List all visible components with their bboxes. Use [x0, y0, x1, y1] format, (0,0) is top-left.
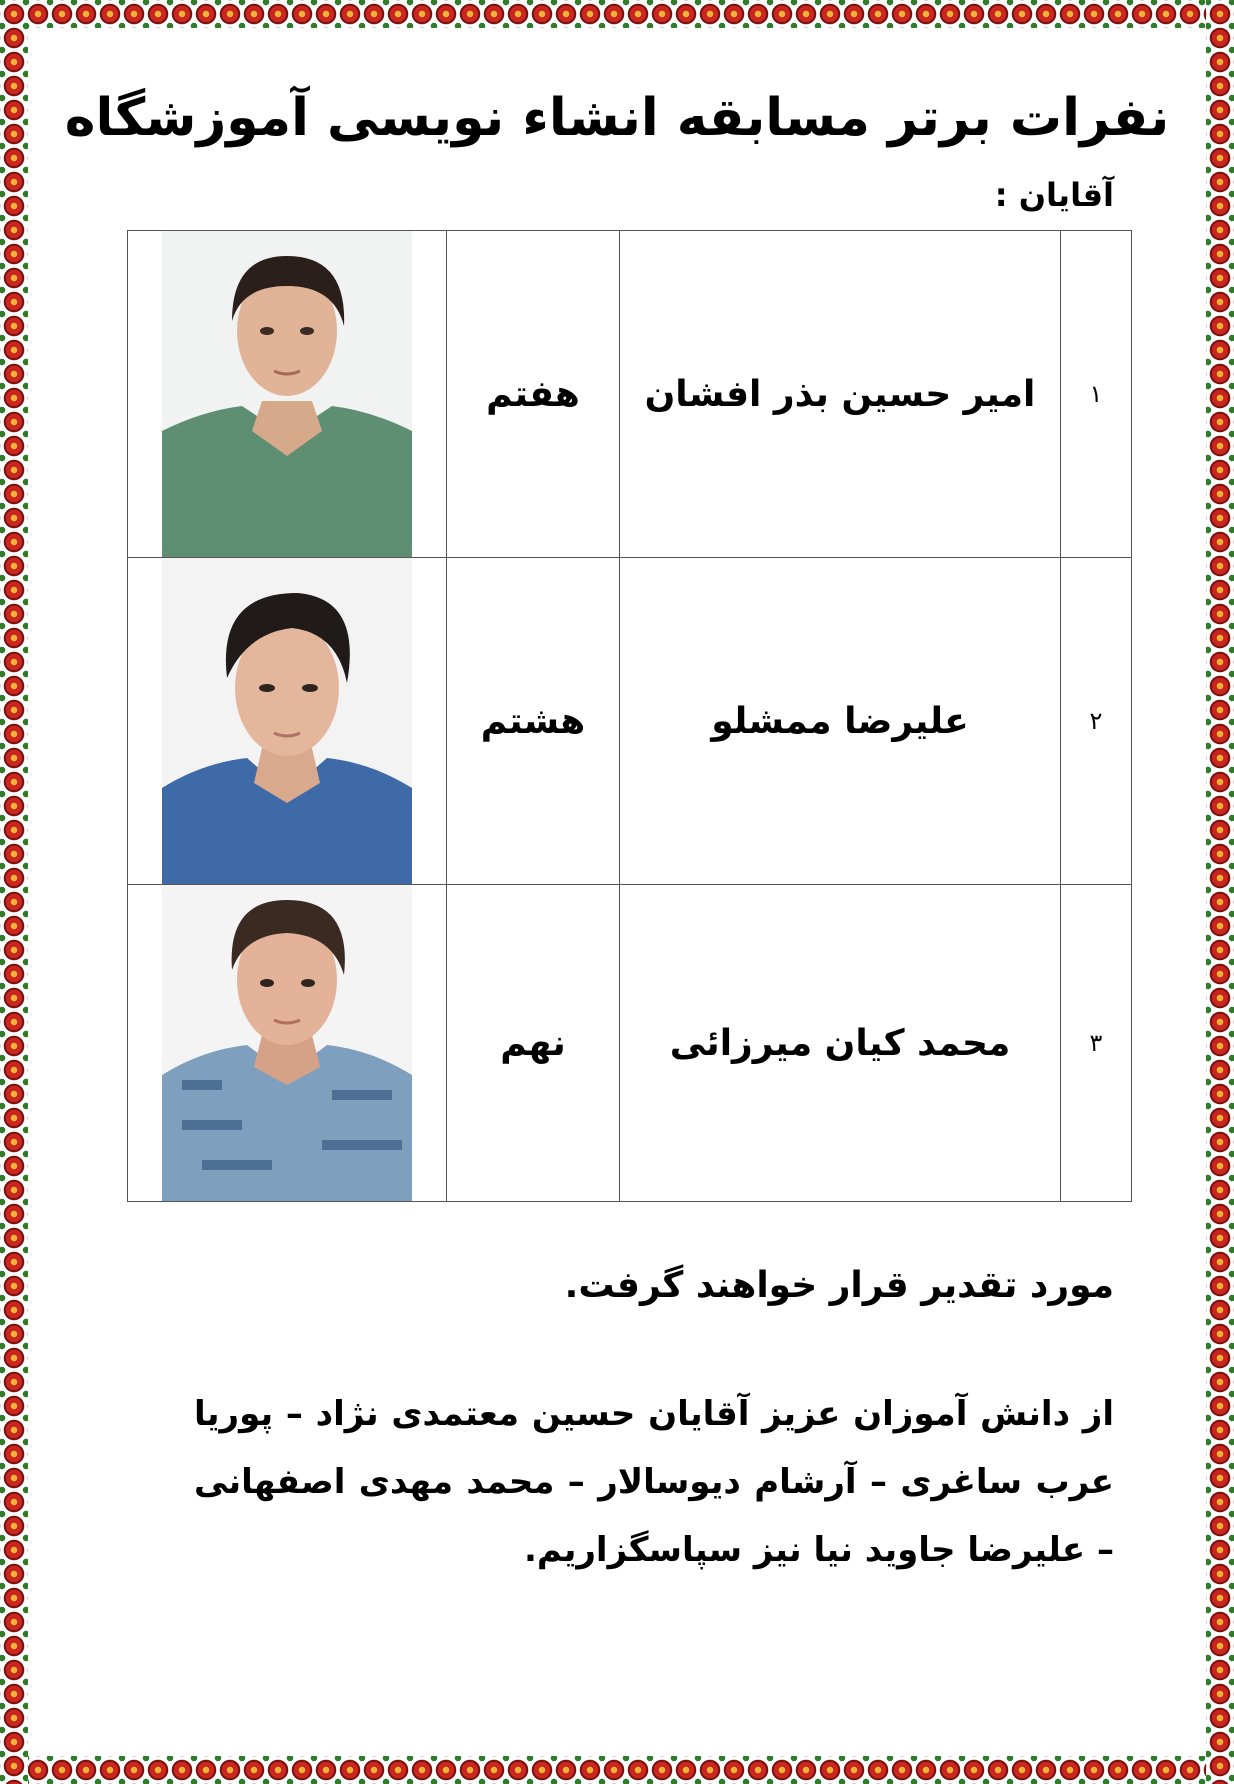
table-row: [128, 231, 1132, 558]
decorative-border-top: [0, 0, 1234, 28]
table-row: [128, 885, 1132, 1202]
student-photo: [162, 558, 412, 884]
grade-cell: نهم: [447, 885, 620, 1202]
grade-cell: هفتم: [447, 231, 620, 558]
decorative-border-left: [0, 0, 28, 1784]
table-row: [128, 558, 1132, 885]
rank-cell: ۳: [1061, 885, 1132, 1202]
rank-cell: ۱: [1061, 231, 1132, 558]
thanks-paragraph: از دانش آموزان عزیز آقایان حسین معتمدی نژاد – پوریا عرب ساغری – آرشام دیوسالار – محمد مهدی اصفهانی – علیرضا جاوید نیا نیز سپاسگزاریم.: [194, 1394, 1114, 1570]
name-cell: علیرضا ممشلو: [620, 558, 1061, 885]
photo-cell: [128, 231, 447, 558]
student-photo: [162, 885, 412, 1201]
name-cell: محمد کیان میرزائی: [620, 885, 1061, 1202]
decorative-border-bottom: [0, 1756, 1234, 1784]
photo-cell: [128, 885, 447, 1202]
rank-cell: ۲: [1061, 558, 1132, 885]
student-photo: [162, 231, 412, 557]
winners-table: [127, 230, 1132, 1202]
name-cell: امیر حسین بذر افشان: [620, 231, 1061, 558]
photo-cell: [128, 558, 447, 885]
decorative-border-right: [1206, 0, 1234, 1784]
subheading: آقایان :: [994, 176, 1114, 214]
grade-cell: هشتم: [447, 558, 620, 885]
praise-text: مورد تقدیر قرار خواهند گرفت.: [564, 1265, 1114, 1306]
document-page: [40, 40, 1194, 1744]
page-title: نفرات برتر مسابقه انشاء نویسی آموزشگاه: [64, 88, 1170, 148]
